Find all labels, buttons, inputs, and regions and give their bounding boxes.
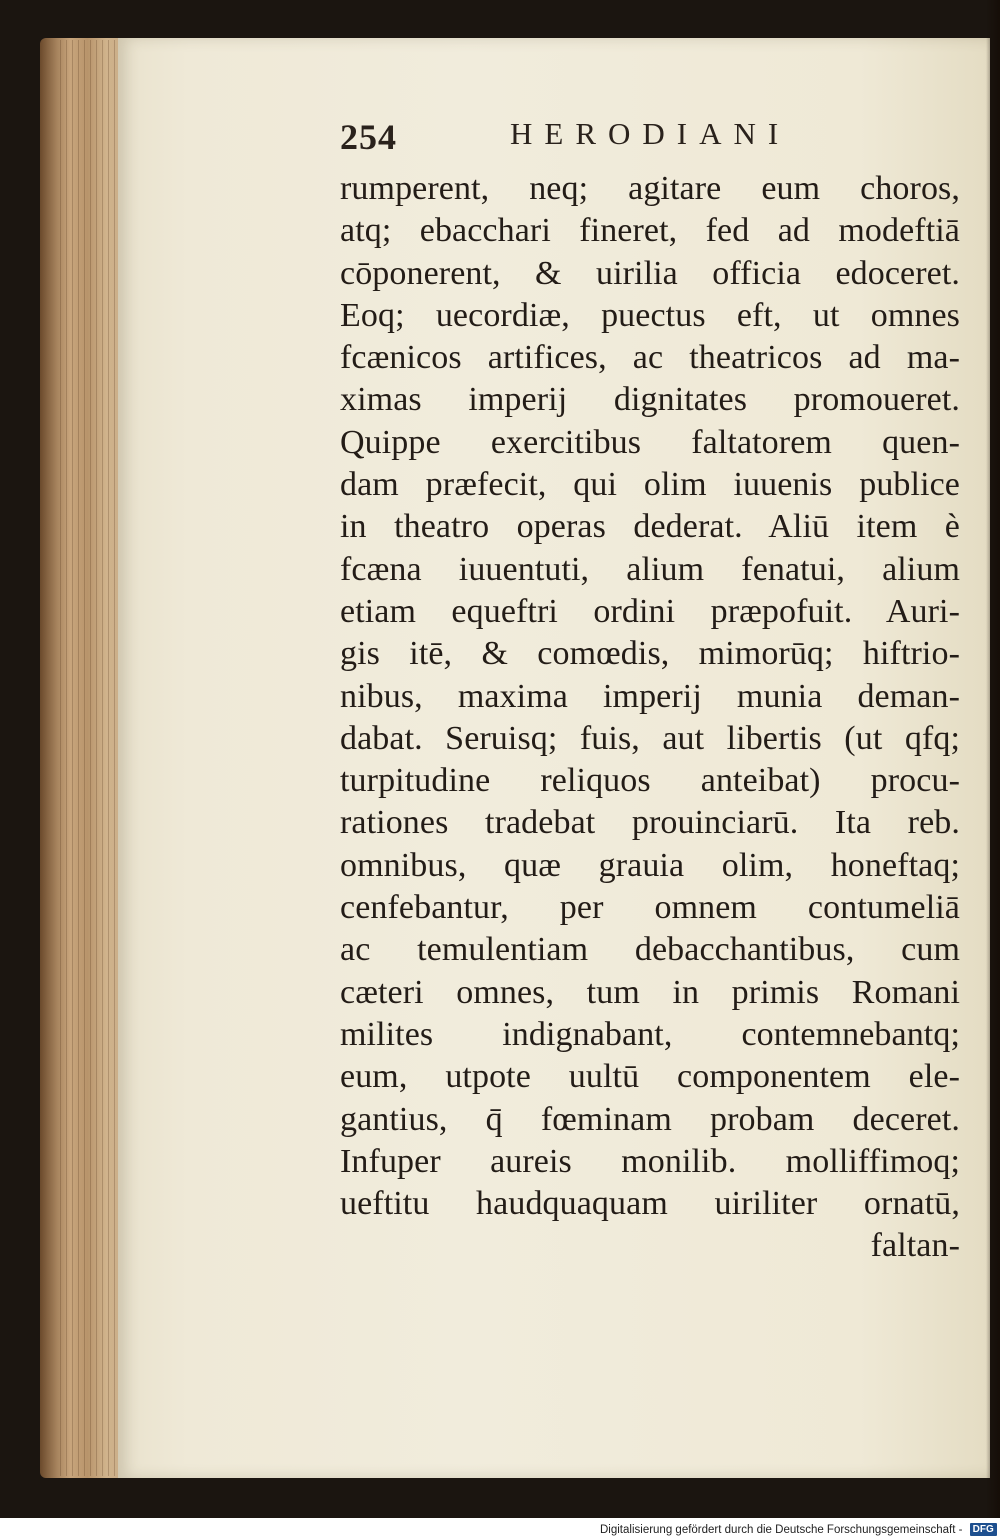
- text-line: dabat. Seruisq; fuis, aut libertis (ut qfq;: [340, 719, 960, 757]
- text-line: cenfebantur, per omnem contumeliā: [340, 889, 960, 927]
- text-line: Infuper aureis monilib. molliffimoq;: [340, 1142, 960, 1180]
- text-line: omnibus, quæ grauia olim, honeftaq;: [340, 846, 960, 884]
- text-line: fcænicos artifices, ac theatricos ad ma-: [340, 339, 960, 377]
- text-line: turpitudine reliquos anteibat) procu-: [340, 762, 960, 800]
- text-line: Quippe exercitibus faltatorem quen-: [340, 423, 960, 461]
- text-line: cōponerent, & uirilia officia edoceret.: [340, 254, 960, 292]
- page-number: 254: [340, 117, 397, 157]
- text-line: Eoq; uecordiæ, puectus eft, ut omnes: [340, 296, 960, 334]
- text-line: eum, utpote uultū componentem ele-: [340, 1058, 960, 1096]
- text-line: rumperent, neq; agitare eum choros,: [340, 170, 960, 207]
- text-line: milites indignabant, contemnebantq;: [340, 1015, 960, 1053]
- binding-shadow: [986, 0, 1000, 1518]
- page-header: [340, 112, 820, 160]
- text-line: atq; ebacchari fineret, fed ad modeftiā: [340, 212, 960, 250]
- running-head: HERODIANI: [510, 116, 791, 151]
- text-line: rationes tradebat prouinciarū. Ita reb.: [340, 804, 960, 842]
- text-line: gis itē, & comœdis, mimorūq; hiftrio-: [340, 635, 960, 673]
- text-line: in theatro operas dederat. Aliū item è: [340, 508, 960, 546]
- text-line: faltan-: [870, 1227, 960, 1265]
- credit-text: Digitalisierung gefördert durch die Deutsche Forschungsgemeinschaft -: [600, 1524, 963, 1536]
- body-text: [340, 168, 960, 1268]
- text-line: ueftitu haudquaquam uiriliter ornatū,: [340, 1185, 960, 1223]
- dfg-logo-icon: DFG: [970, 1523, 997, 1536]
- digitization-credit: [600, 1522, 997, 1538]
- text-line: etiam equeftri ordini præpofuit. Auri-: [340, 592, 960, 630]
- text-line: gantius, q̄ fœminam probam deceret.: [340, 1100, 960, 1138]
- text-line: ac temulentiam debacchantibus, cum: [340, 931, 960, 969]
- text-line: ximas imperij dignitates promoueret.: [340, 381, 960, 419]
- text-line: fcæna iuuentuti, alium fenatui, alium: [340, 550, 960, 588]
- text-line: cæteri omnes, tum in primis Romani: [340, 973, 960, 1011]
- text-line: nibus, maxima imperij munia deman-: [340, 677, 960, 715]
- text-line: dam præfecit, qui olim iuuenis publice: [340, 466, 960, 504]
